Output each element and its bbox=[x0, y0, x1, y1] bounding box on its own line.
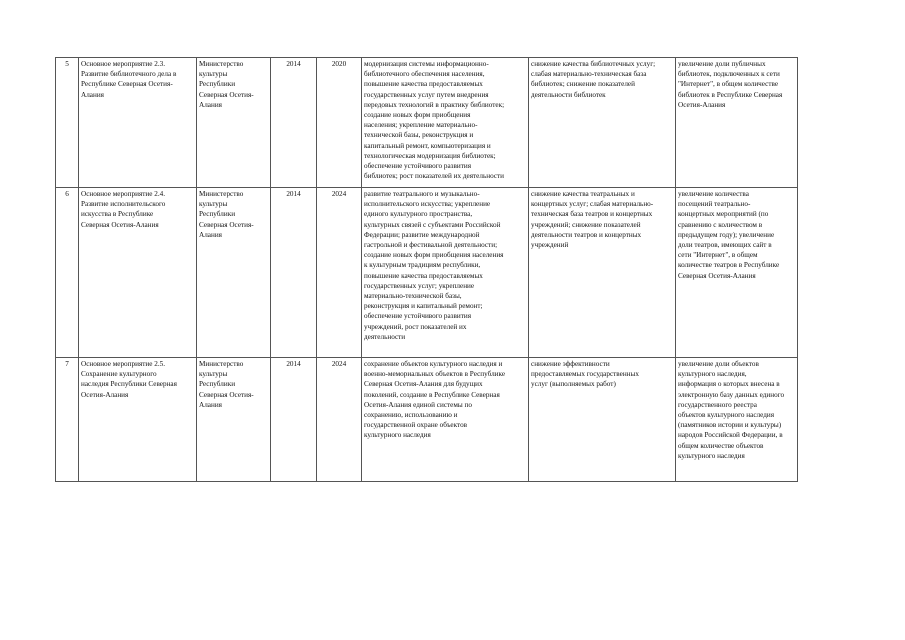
activity-name: Основное мероприятие 2.3. Развитие библиотечного дела в Республике Северная Осетия- Алания bbox=[79, 58, 197, 188]
start-year: 2014 bbox=[271, 188, 317, 358]
table-row bbox=[56, 188, 798, 358]
responsible-executor: Министерство культуры Республики Северная Осетия- Алания bbox=[197, 188, 271, 358]
start-year: 2014 bbox=[271, 358, 317, 482]
end-year: 2024 bbox=[317, 358, 362, 482]
related-indicator: увеличение количества посещений театрально- концертных мероприятий (по сравнению с количеством в предыдущем году); увеличение доли театров, имеющих сайт в сети "Интернет", в общем количестве театров в Республике Северная Осетия-Алания bbox=[676, 188, 798, 358]
expected-result: сохранение объектов культурного наследия и военно-мемориальных объектов в Республике Северная Осетия-Алания для будущих поколений, создание в Республике Северная Осетия-Алания единой системы по сохранению, использованию и государственной охране объектов культурного наследия bbox=[362, 358, 529, 482]
non-implementation-consequences: снижение качества библиотечных услуг; слабая материально-техническая база библиотек; снижение показателей деятельности библиотек bbox=[529, 58, 676, 188]
table-row bbox=[56, 58, 798, 188]
program-activities-table bbox=[55, 57, 798, 482]
expected-result: развитие театрального и музыкально- исполнительского искусства; укрепление единого культурного пространства, культурных связей с субъектами Российской Федерации; развитие международной гастрольной и фестивальной деятельности; создание новых форм приобщения населения к культурным традициям республики, повышение качества предоставляемых государственных услуг; укрепление материально-технической базы, реконструкция и капитальный ремонт; обеспечение устойчивого развития учреждений, рост показателей их деятельности bbox=[362, 188, 529, 358]
table-row bbox=[56, 358, 798, 482]
related-indicator: увеличение доли публичных библиотек, подключенных к сети "Интернет", в общем количестве библиотек в Республике Северная Осетия-Алания bbox=[676, 58, 798, 188]
expected-result: модернизация системы информационно- библиотечного обеспечения населения, повышение качества предоставляемых государственных услуг путем внедрения передовых технологий в практику библиотек; создание новых форм приобщения населения; укрепление материально- технической базы, реконструкция и капитальный ремонт, компьютеризация и технологическая модернизация библиотек; обеспечение устойчивого развития библиотек; рост показателей их деятельности bbox=[362, 58, 529, 188]
end-year: 2024 bbox=[317, 188, 362, 358]
end-year: 2020 bbox=[317, 58, 362, 188]
responsible-executor: Министерство культуры Республики Северная Осетия- Алания bbox=[197, 358, 271, 482]
row-number: 5 bbox=[56, 58, 79, 188]
non-implementation-consequences: снижение эффективности предоставляемых государственных услуг (выполняемых работ) bbox=[529, 358, 676, 482]
activity-name: Основное мероприятие 2.4. Развитие исполнительского искусства в Республике Северная Осетия-Алания bbox=[79, 188, 197, 358]
responsible-executor: Министерство культуры Республики Северная Осетия- Алания bbox=[197, 58, 271, 188]
row-number: 6 bbox=[56, 188, 79, 358]
start-year: 2014 bbox=[271, 58, 317, 188]
non-implementation-consequences: снижение качества театральных и концертных услуг; слабая материально- техническая база театров и концертных учреждений; снижение показателей деятельности театров и концертных учреждений bbox=[529, 188, 676, 358]
related-indicator: увеличение доли объектов культурного наследия, информация о которых внесена в электронную базу данных единого государственного реестра объектов культурного наследия (памятников истории и культуры) народов Российской Федерации, в общем количестве объектов культурного наследия bbox=[676, 358, 798, 482]
row-number: 7 bbox=[56, 358, 79, 482]
activity-name: Основное мероприятие 2.5. Сохранение культурного наследия Республики Северная Осетия-Алания bbox=[79, 358, 197, 482]
